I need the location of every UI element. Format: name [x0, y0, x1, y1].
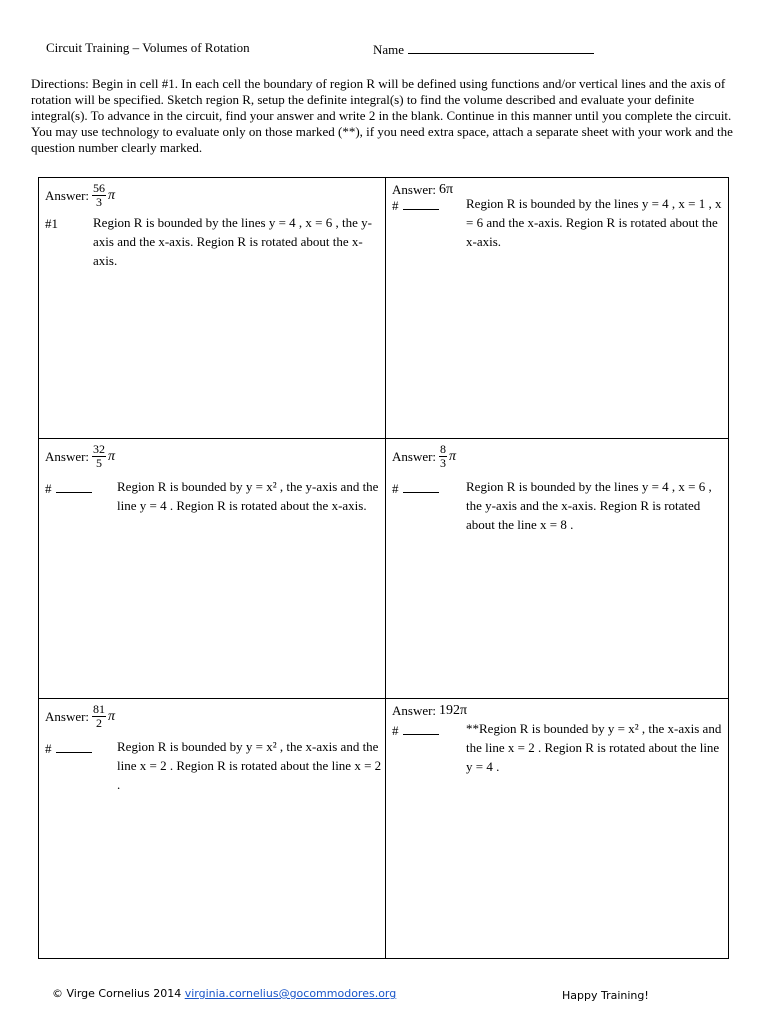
fraction-denominator: 5: [96, 456, 103, 470]
question-number: #1: [45, 216, 58, 231]
question-number-blank[interactable]: [56, 741, 92, 753]
pi-symbol: π: [108, 708, 116, 724]
question-number-blank[interactable]: [56, 481, 92, 493]
circuit-cell-4: [386, 439, 732, 699]
problem-text: **Region R is bounded by y = x² , the x-axis and the line x = 2 . Region R is rotated about the line y = 4 .: [466, 721, 722, 774]
copyright-text: © Virge Cornelius 2014: [52, 987, 182, 1000]
fraction-denominator: 3: [440, 456, 447, 470]
fraction-numerator: 56: [93, 181, 106, 195]
question-number: [392, 481, 439, 497]
question-hash: #: [392, 723, 399, 738]
question-number: [45, 481, 92, 497]
circuit-cell-5: [39, 699, 385, 959]
answer-label: Answer:: [392, 703, 437, 718]
problem-text: Region R is bounded by y = x² , the y-axis and the line y = 4 . Region R is rotated about the x-axis.: [117, 479, 379, 513]
fraction-numerator: 8: [440, 442, 447, 456]
problem-text: Region R is bounded by the lines y = 4 , x = 6 , the y-axis and the x-axis. Region R is rotated about the line x = 8 .: [466, 479, 712, 532]
name-blank-line[interactable]: [408, 40, 594, 54]
answer-fraction: [92, 182, 106, 209]
answer-label: Answer:: [392, 448, 437, 464]
answer-value: 6π: [439, 182, 454, 197]
answer-label: Answer:: [392, 182, 437, 197]
question-number: [45, 741, 92, 757]
question-number: [392, 198, 439, 214]
question-hash: #: [392, 481, 399, 496]
question-number-blank[interactable]: [403, 723, 439, 735]
answer-value: 192π: [439, 703, 468, 718]
answer: [392, 703, 467, 719]
worksheet-title: Circuit Training – Volumes of Rotation: [46, 40, 250, 55]
circuit-cell-6: [386, 699, 732, 959]
name-label: Name: [373, 42, 405, 57]
fraction-denominator: 2: [96, 716, 103, 730]
problem-text: Region R is bounded by the lines y = 4 , x = 6 , the y-axis and the x-axis. Region R is rotated about the x-axis.: [93, 215, 372, 268]
question-number: [392, 723, 439, 739]
answer: [45, 443, 115, 470]
circuit-cell-3: [39, 439, 385, 699]
fraction-denominator: 3: [96, 195, 103, 209]
problem-text: Region R is bounded by the lines y = 4 , x = 1 , x = 6 and the x-axis. Region R is rotated about the x-axis.: [466, 196, 722, 249]
answer-label: Answer:: [45, 708, 90, 724]
name-field: [373, 40, 594, 58]
question-hash: #: [392, 198, 399, 213]
answer-fraction: [439, 443, 447, 470]
question-hash: #: [45, 741, 52, 756]
answer: [392, 443, 456, 470]
answer-label: Answer:: [45, 448, 90, 464]
pi-symbol: π: [108, 187, 116, 203]
circuit-grid: [38, 177, 729, 959]
directions-paragraph: Directions: Begin in cell #1. In each cell the boundary of region R will be defined using functions and/or vertical lines and the axis of rotation will be specified. Sketch region R, setup the definite integral(s) to find the volume described and evaluate your definite integral(s). To advance in the circuit, find your answer and write 2 in the blank. Continue in this manner until you complete the circuit. You may use technology to evaluate only on those marked (**), if you need extra space, attach a separate sheet with your work and the question number clearly marked.: [31, 76, 733, 155]
question-number-blank[interactable]: [403, 481, 439, 493]
fraction-numerator: 81: [93, 702, 106, 716]
problem-text: Region R is bounded by y = x² , the x-axis and the line x = 2 . Region R is rotated about the line x = 2 .: [117, 739, 382, 792]
circuit-cell-1: [39, 178, 385, 438]
footer-tagline: Happy Training!: [562, 989, 649, 1002]
answer: [392, 182, 453, 198]
fraction-numerator: 32: [93, 442, 106, 456]
answer-fraction: [92, 703, 106, 730]
pi-symbol: π: [449, 448, 457, 464]
answer-fraction: [92, 443, 106, 470]
author-email-link[interactable]: virginia.cornelius@gocommodores.org: [184, 987, 397, 1000]
footer-credit: [52, 987, 396, 1000]
question-hash: #: [45, 481, 52, 496]
pi-symbol: π: [108, 448, 116, 464]
question-number-blank[interactable]: [403, 198, 439, 210]
answer: [45, 703, 115, 730]
answer-label: Answer:: [45, 187, 90, 203]
circuit-cell-2: [386, 178, 732, 438]
answer: [45, 182, 115, 209]
